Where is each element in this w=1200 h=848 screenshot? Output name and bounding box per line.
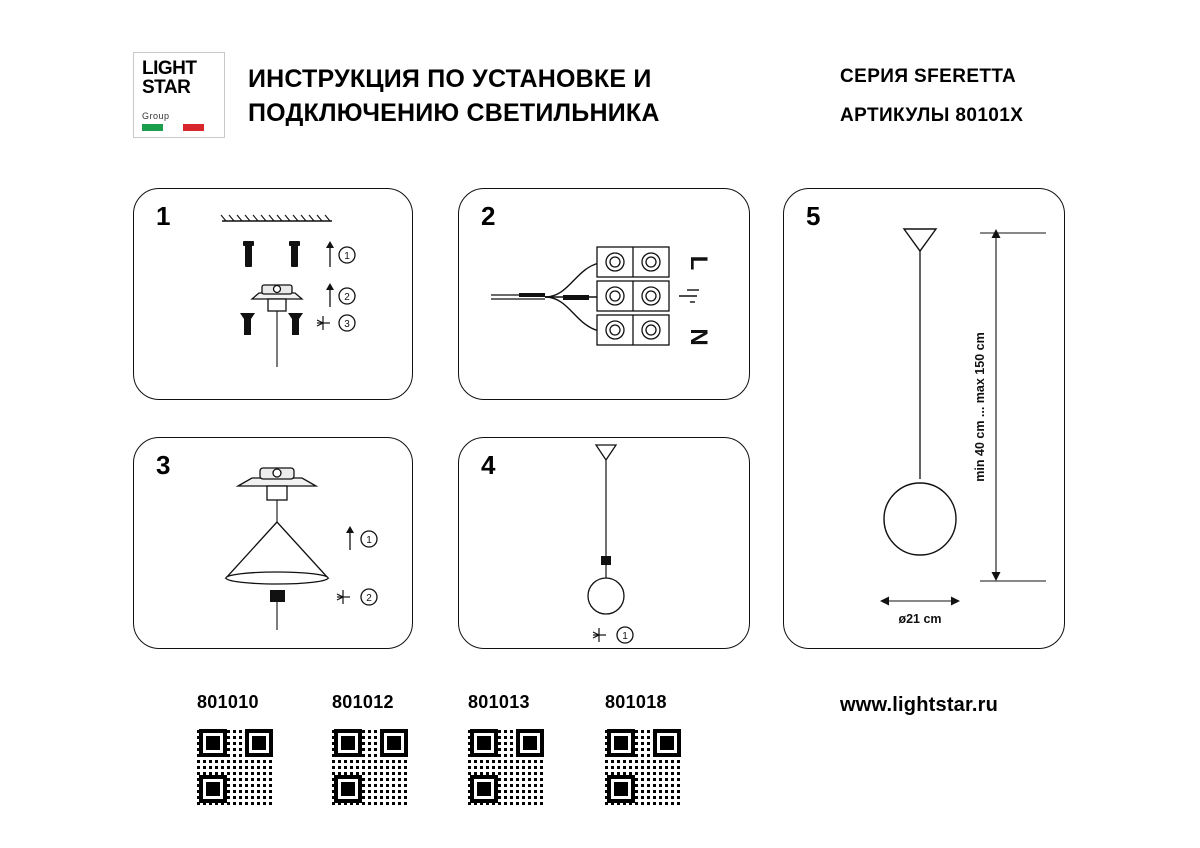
qr-label: 801013 [468, 692, 530, 712]
step-2-diagram [459, 189, 751, 401]
step-number-4: 4 [481, 450, 496, 480]
svg-text:1: 1 [366, 535, 372, 546]
series-label: СЕРИЯ SFERETTA [840, 66, 1017, 87]
step-5-height-label: min 40 cm ... max 150 cm [973, 332, 987, 482]
step-number-5: 5 [806, 201, 821, 231]
qr-code-icon [605, 727, 683, 805]
svg-text:L: L [685, 255, 712, 271]
qr-block-4 [605, 692, 683, 805]
step-number-2: 2 [481, 201, 496, 231]
step-5-diameter-label: ø21 cm [898, 612, 942, 626]
svg-text:3: 3 [344, 319, 350, 330]
article-label: АРТИКУЛЫ 80101X [840, 105, 1024, 126]
logo-subtitle: Group [142, 111, 170, 121]
qr-code-icon [332, 727, 410, 805]
svg-text:1: 1 [344, 251, 350, 262]
brand-logo [133, 52, 225, 138]
svg-text:N: N [685, 328, 712, 346]
svg-text:2: 2 [344, 292, 350, 303]
step-5-diagram [784, 189, 1066, 650]
qr-label: 801018 [605, 692, 667, 712]
italian-flag-icon [142, 124, 204, 131]
svg-text:1: 1 [622, 631, 628, 642]
step-panel-3 [133, 437, 413, 649]
step-panel-1 [133, 188, 413, 400]
qr-code-icon [197, 727, 275, 805]
step-3-diagram [134, 438, 414, 650]
qr-code-icon [468, 727, 546, 805]
page-title: ИНСТРУКЦИЯ ПО УСТАНОВКЕ И ПОДКЛЮЧЕНИЮ СВЕТИЛЬНИКА [248, 65, 660, 127]
logo-line-2: STAR [142, 77, 191, 98]
logo-line-1: LIGHT [142, 58, 197, 79]
svg-text:2: 2 [366, 593, 372, 604]
step-panel-5 [783, 188, 1065, 649]
step-1-diagram [134, 189, 414, 401]
qr-block-2 [332, 692, 410, 805]
step-4-diagram [459, 438, 751, 650]
qr-block-3 [468, 692, 546, 805]
step-number-1: 1 [156, 201, 171, 231]
qr-label: 801012 [332, 692, 394, 712]
qr-block-1 [197, 692, 275, 805]
step-panel-2 [458, 188, 750, 400]
qr-label: 801010 [197, 692, 259, 712]
step-number-3: 3 [156, 450, 171, 480]
step-panel-4 [458, 437, 750, 649]
website-link[interactable]: www.lightstar.ru [840, 694, 999, 716]
